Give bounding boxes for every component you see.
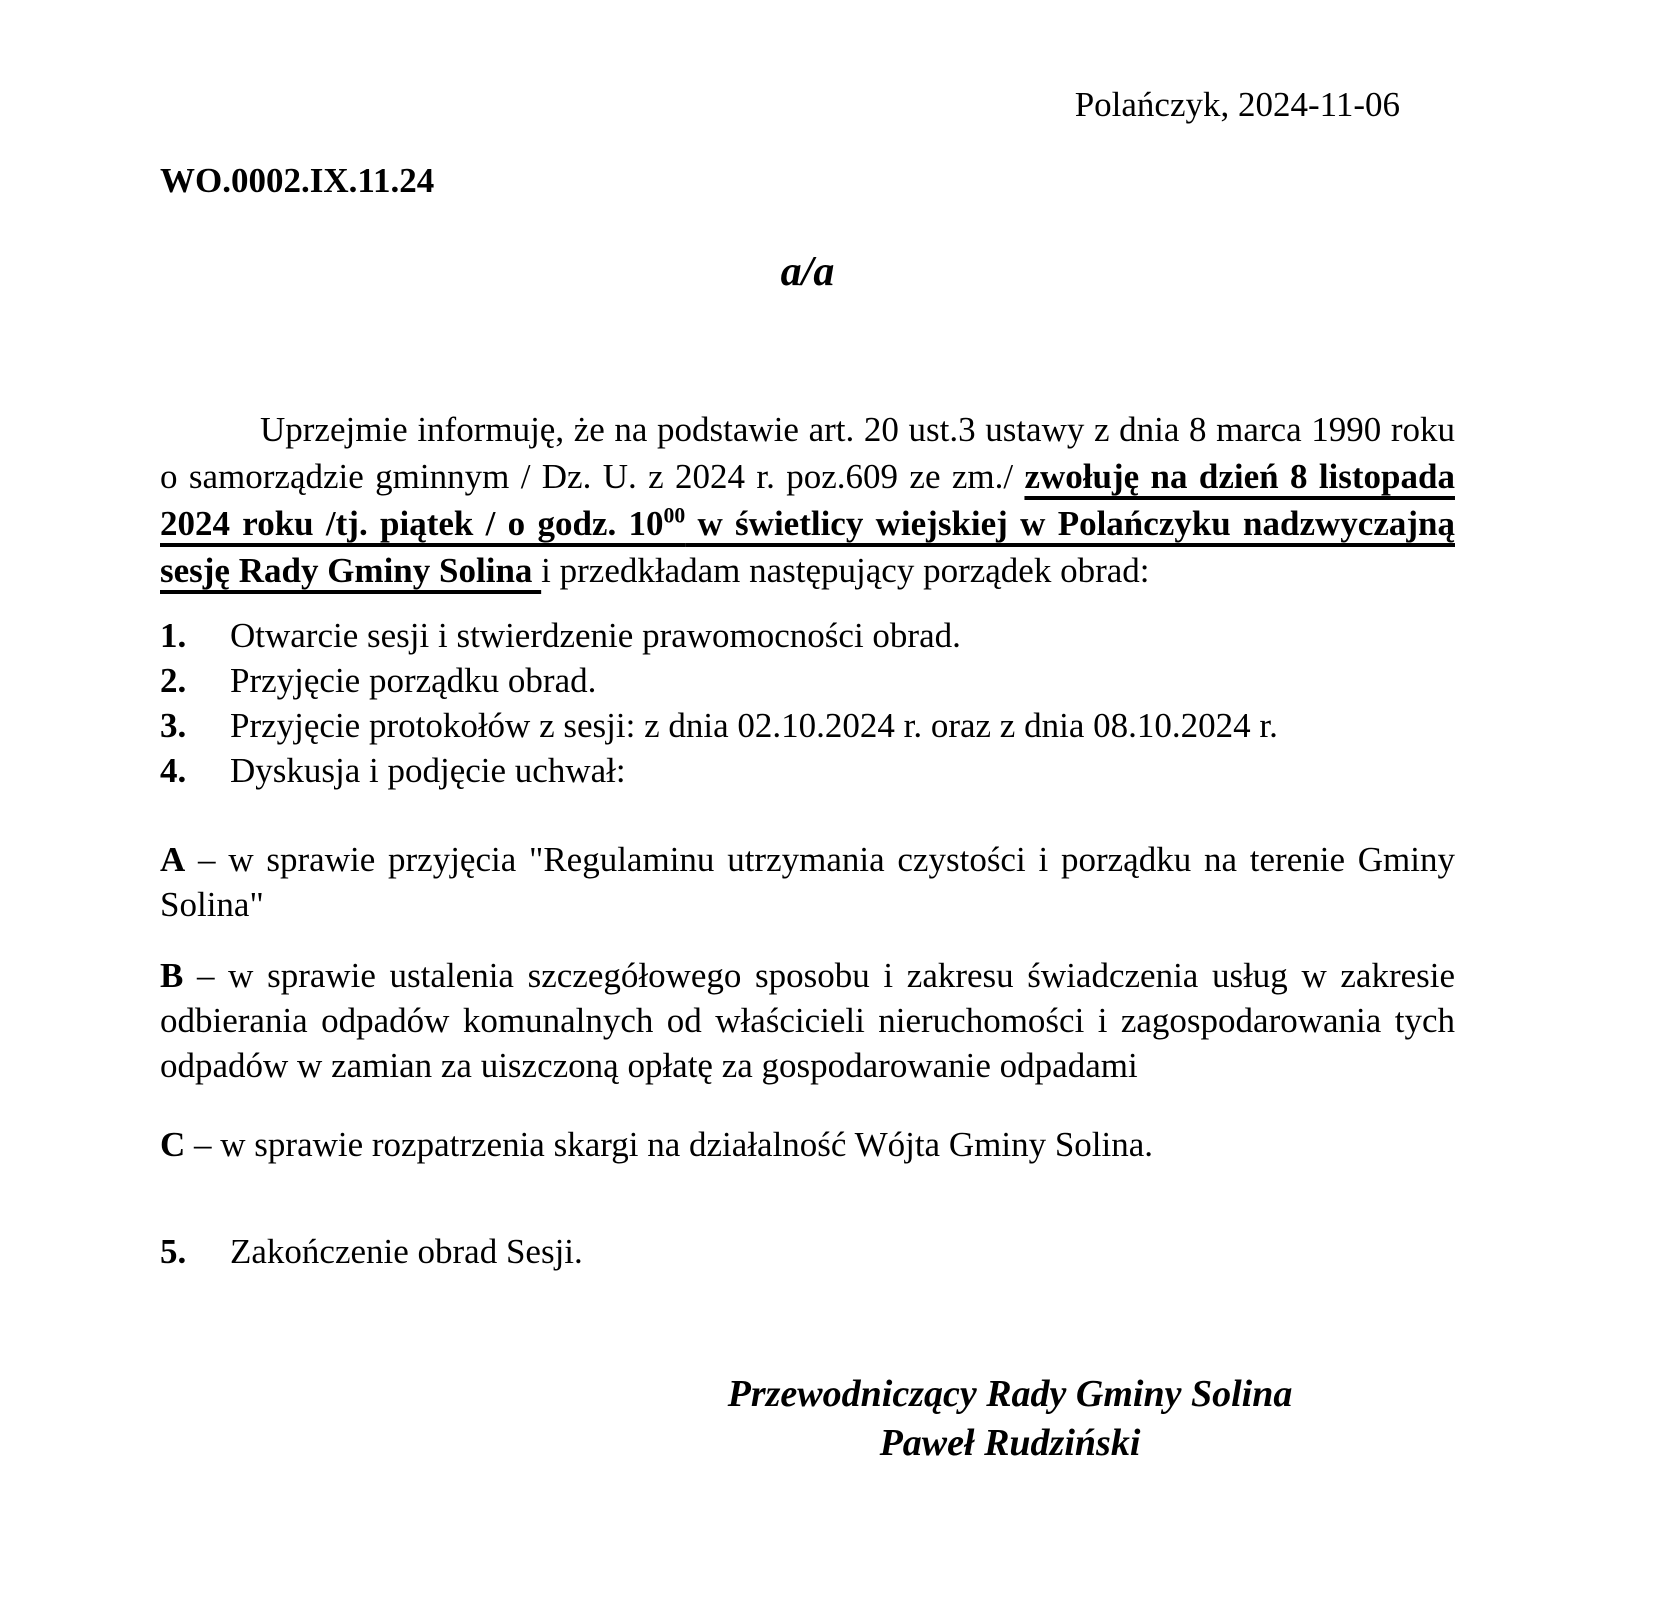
agenda-item-number: 2. [160, 661, 187, 700]
agenda-item-text: Przyjęcie porządku obrad. [230, 661, 597, 700]
intro-lead: Uprzejmie informuję, że na podstawie art. 20 ust.3 ustawy z dnia 8 marca 1990 roku o samorządzie gminnym / Dz. U. z 2024 r. poz.609 ze zm./ [160, 410, 1455, 496]
resolution-text: w sprawie rozpatrzenia skargi na działalność Wójta Gminy Solina. [220, 1125, 1154, 1164]
resolution-letter: A [160, 840, 186, 879]
intro-bold-before-sup: zwołuję na dzień 8 listopada 2024 roku /tj. piątek / o godz. 10 [160, 457, 1455, 543]
intro-paragraph [160, 406, 1455, 594]
closing-item-number: 5. [160, 1232, 187, 1271]
resolution-text: w sprawie przyjęcia "Regulaminu utrzymania czystości i porządku na terenie Gminy Solina" [160, 840, 1455, 924]
agenda-item-text: Przyjęcie protokołów z sesji: z dnia 02.10.2024 r. oraz z dnia 08.10.2024 r. [230, 706, 1278, 745]
resolution-b [160, 953, 1455, 1088]
heading-aa: a/a [780, 249, 835, 295]
agenda-item [160, 613, 1455, 658]
resolution-dash: – [185, 1125, 221, 1164]
closing-item-text: Zakończenie obrad Sesji. [230, 1232, 583, 1271]
agenda-item-number: 3. [160, 706, 187, 745]
signature-title: Przewodniczący Rady Gminy Solina [727, 1373, 1293, 1415]
resolution-text: w sprawie ustalenia szczegółowego sposobu i zakresu świadczenia usług w zakresie odbierania odpadów komunalnych od właścicieli nieruchomości i zagospodarowania tych odpadów w zamian za uiszczoną opłatę za gospodarowanie odpadami [160, 956, 1456, 1085]
agenda-list [160, 613, 1455, 793]
closing-item [160, 1229, 1455, 1274]
intro-time-superscript: 00 [663, 503, 686, 528]
agenda-item-text: Dyskusja i podjęcie uchwał: [230, 751, 626, 790]
signature-name: Paweł Rudziński [879, 1422, 1141, 1464]
resolution-c [160, 1122, 1455, 1167]
signature-block [660, 1370, 1360, 1468]
agenda-item [160, 703, 1455, 748]
intro-tail: i przedkładam następujący porządek obrad: [541, 551, 1150, 590]
resolution-a [160, 837, 1455, 927]
intro-bold-after-sup: w świetlicy wiejskiej w Polańczyku nadzwyczajną sesję Rady Gminy Solina [160, 504, 1455, 590]
resolution-dash: – [185, 840, 229, 879]
agenda-item-number: 1. [160, 616, 187, 655]
agenda-item [160, 658, 1455, 703]
agenda-item-number: 4. [160, 751, 187, 790]
agenda-item-text: Otwarcie sesji i stwierdzenie prawomocności obrad. [230, 616, 961, 655]
resolution-letter: C [160, 1125, 186, 1164]
reference-number: WO.0002.IX.11.24 [160, 161, 435, 200]
place-date: Polańczyk, 2024-11-06 [1074, 85, 1400, 124]
resolution-letter: B [160, 956, 184, 995]
agenda-item [160, 748, 1455, 793]
resolution-dash: – [183, 956, 229, 995]
